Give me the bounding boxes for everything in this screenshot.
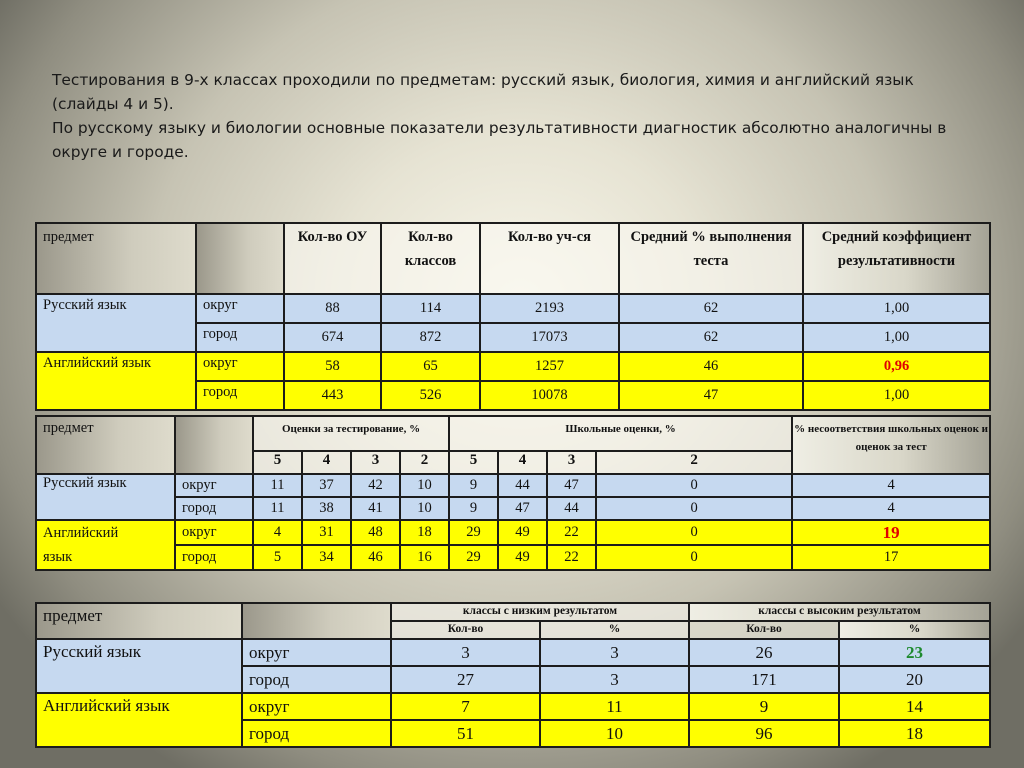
school-grade-cell: 29 [449,520,498,545]
subject-cell: Русский язык [36,639,242,693]
level-cell: округ [175,474,253,497]
summary-table [35,222,991,411]
low-count-cell: 27 [391,666,540,693]
high-percent-cell: 14 [839,693,990,720]
table-row [36,693,990,720]
classes-cell: 65 [381,352,480,381]
header-avg-percent: Средний % выполнения теста [619,223,803,294]
grade-label: 4 [498,451,547,474]
header-subject: предмет [36,603,242,639]
table-row [36,352,990,381]
test-grade-cell: 42 [351,474,400,497]
mismatch-cell: 4 [792,474,990,497]
header-subject: предмет [36,223,196,294]
table-row [36,474,990,497]
header-high-count: Кол-во [689,621,839,639]
header-subject: предмет [36,416,175,474]
header-coef: Средний коэффициент результативности [803,223,990,294]
avg-percent-cell: 62 [619,294,803,323]
classes-cell: 114 [381,294,480,323]
test-grade-cell: 5 [253,545,302,570]
header-classes: Кол-во классов [381,223,480,294]
low-percent-cell: 10 [540,720,689,747]
high-count-cell: 26 [689,639,839,666]
high-count-cell: 171 [689,666,839,693]
high-count-cell: 96 [689,720,839,747]
grade-label: 2 [400,451,449,474]
high-count-cell: 9 [689,693,839,720]
level-cell: округ [242,693,391,720]
school-grade-cell: 0 [596,545,792,570]
test-grade-cell: 38 [302,497,351,520]
level-cell: округ [175,520,253,545]
test-grade-cell: 10 [400,497,449,520]
table-header-row [36,223,990,294]
school-grade-cell: 0 [596,520,792,545]
avg-percent-cell: 46 [619,352,803,381]
level-cell: город [242,720,391,747]
intro-text [52,68,982,164]
header-students: Кол-во уч-ся [480,223,619,294]
schools-cell: 443 [284,381,381,410]
subject-cell: Английский язык [36,352,196,410]
table-row [36,520,990,545]
test-grade-cell: 11 [253,474,302,497]
level-cell: город [175,545,253,570]
level-cell: округ [196,294,284,323]
school-grade-cell: 47 [547,474,596,497]
students-cell: 10078 [480,381,619,410]
high-percent-cell-highlighted: 23 [839,639,990,666]
schools-cell: 88 [284,294,381,323]
header-level [196,223,284,294]
school-grade-cell: 44 [547,497,596,520]
subject-text: Английский язык [43,525,119,565]
low-count-cell: 51 [391,720,540,747]
test-grade-cell: 48 [351,520,400,545]
high-percent-cell: 18 [839,720,990,747]
test-grade-cell: 46 [351,545,400,570]
mismatch-cell-highlighted: 19 [792,520,990,545]
schools-cell: 674 [284,323,381,352]
school-grade-cell: 29 [449,545,498,570]
coef-cell: 1,00 [803,323,990,352]
level-cell: город [175,497,253,520]
grades-comparison-table [35,415,991,571]
classes-cell: 872 [381,323,480,352]
subject-cell [36,520,175,570]
test-grade-cell: 37 [302,474,351,497]
low-high-results-table [35,602,991,748]
header-level [242,603,391,639]
school-grade-cell: 0 [596,497,792,520]
low-percent-cell: 3 [540,666,689,693]
schools-cell: 58 [284,352,381,381]
header-high-results: классы с высоким результатом [689,603,990,621]
low-count-cell: 3 [391,639,540,666]
test-grade-cell: 41 [351,497,400,520]
school-grade-cell: 9 [449,497,498,520]
test-grade-cell: 10 [400,474,449,497]
school-grade-cell: 0 [596,474,792,497]
students-cell: 17073 [480,323,619,352]
school-grade-cell: 22 [547,520,596,545]
header-low-count: Кол-во [391,621,540,639]
table-header-row [36,603,990,621]
header-test-grades: Оценки за тестирование, % [253,416,449,451]
avg-percent-cell: 47 [619,381,803,410]
grade-label: 5 [253,451,302,474]
level-cell: город [196,381,284,410]
coef-cell: 1,00 [803,294,990,323]
high-percent-cell: 20 [839,666,990,693]
subject-cell: Английский язык [36,693,242,747]
intro-paragraph-1: Тестирования в 9-х классах проходили по предметам: русский язык, биология, химия и английский язык (слайды 4 и 5). [52,71,914,113]
school-grade-cell: 9 [449,474,498,497]
table-row [36,294,990,323]
test-grade-cell: 18 [400,520,449,545]
intro-paragraph-2: По русскому языку и биологии основные показатели результативности диагностик абсолютно аналогичны в округе и городе. [52,119,947,161]
level-cell: город [242,666,391,693]
header-school-grades: Школьные оценки, % [449,416,792,451]
school-grade-cell: 49 [498,520,547,545]
mismatch-cell: 17 [792,545,990,570]
test-grade-cell: 11 [253,497,302,520]
subject-cell: Русский язык [36,474,175,520]
avg-percent-cell: 62 [619,323,803,352]
grade-label: 3 [547,451,596,474]
school-grade-cell: 47 [498,497,547,520]
low-count-cell: 7 [391,693,540,720]
header-schools: Кол-во ОУ [284,223,381,294]
subject-cell: Русский язык [36,294,196,352]
header-level [175,416,253,474]
test-grade-cell: 16 [400,545,449,570]
test-grade-cell: 34 [302,545,351,570]
mismatch-cell: 4 [792,497,990,520]
school-grade-cell: 44 [498,474,547,497]
students-cell: 2193 [480,294,619,323]
table-row [36,639,990,666]
grade-label: 4 [302,451,351,474]
header-high-percent: % [839,621,990,639]
table-row [36,497,990,520]
low-percent-cell: 3 [540,639,689,666]
level-cell: город [196,323,284,352]
header-low-percent: % [540,621,689,639]
classes-cell: 526 [381,381,480,410]
grade-label: 5 [449,451,498,474]
table-header-row [36,416,990,451]
table-row [36,545,990,570]
test-grade-cell: 4 [253,520,302,545]
header-mismatch: % несоответствия школьных оценок и оценок за тест [792,416,990,474]
grade-label: 2 [596,451,792,474]
level-cell: округ [242,639,391,666]
coef-cell-highlighted: 0,96 [803,352,990,381]
level-cell: округ [196,352,284,381]
low-percent-cell: 11 [540,693,689,720]
school-grade-cell: 49 [498,545,547,570]
students-cell: 1257 [480,352,619,381]
grade-label: 3 [351,451,400,474]
school-grade-cell: 22 [547,545,596,570]
test-grade-cell: 31 [302,520,351,545]
header-low-results: классы с низким результатом [391,603,689,621]
coef-cell: 1,00 [803,381,990,410]
